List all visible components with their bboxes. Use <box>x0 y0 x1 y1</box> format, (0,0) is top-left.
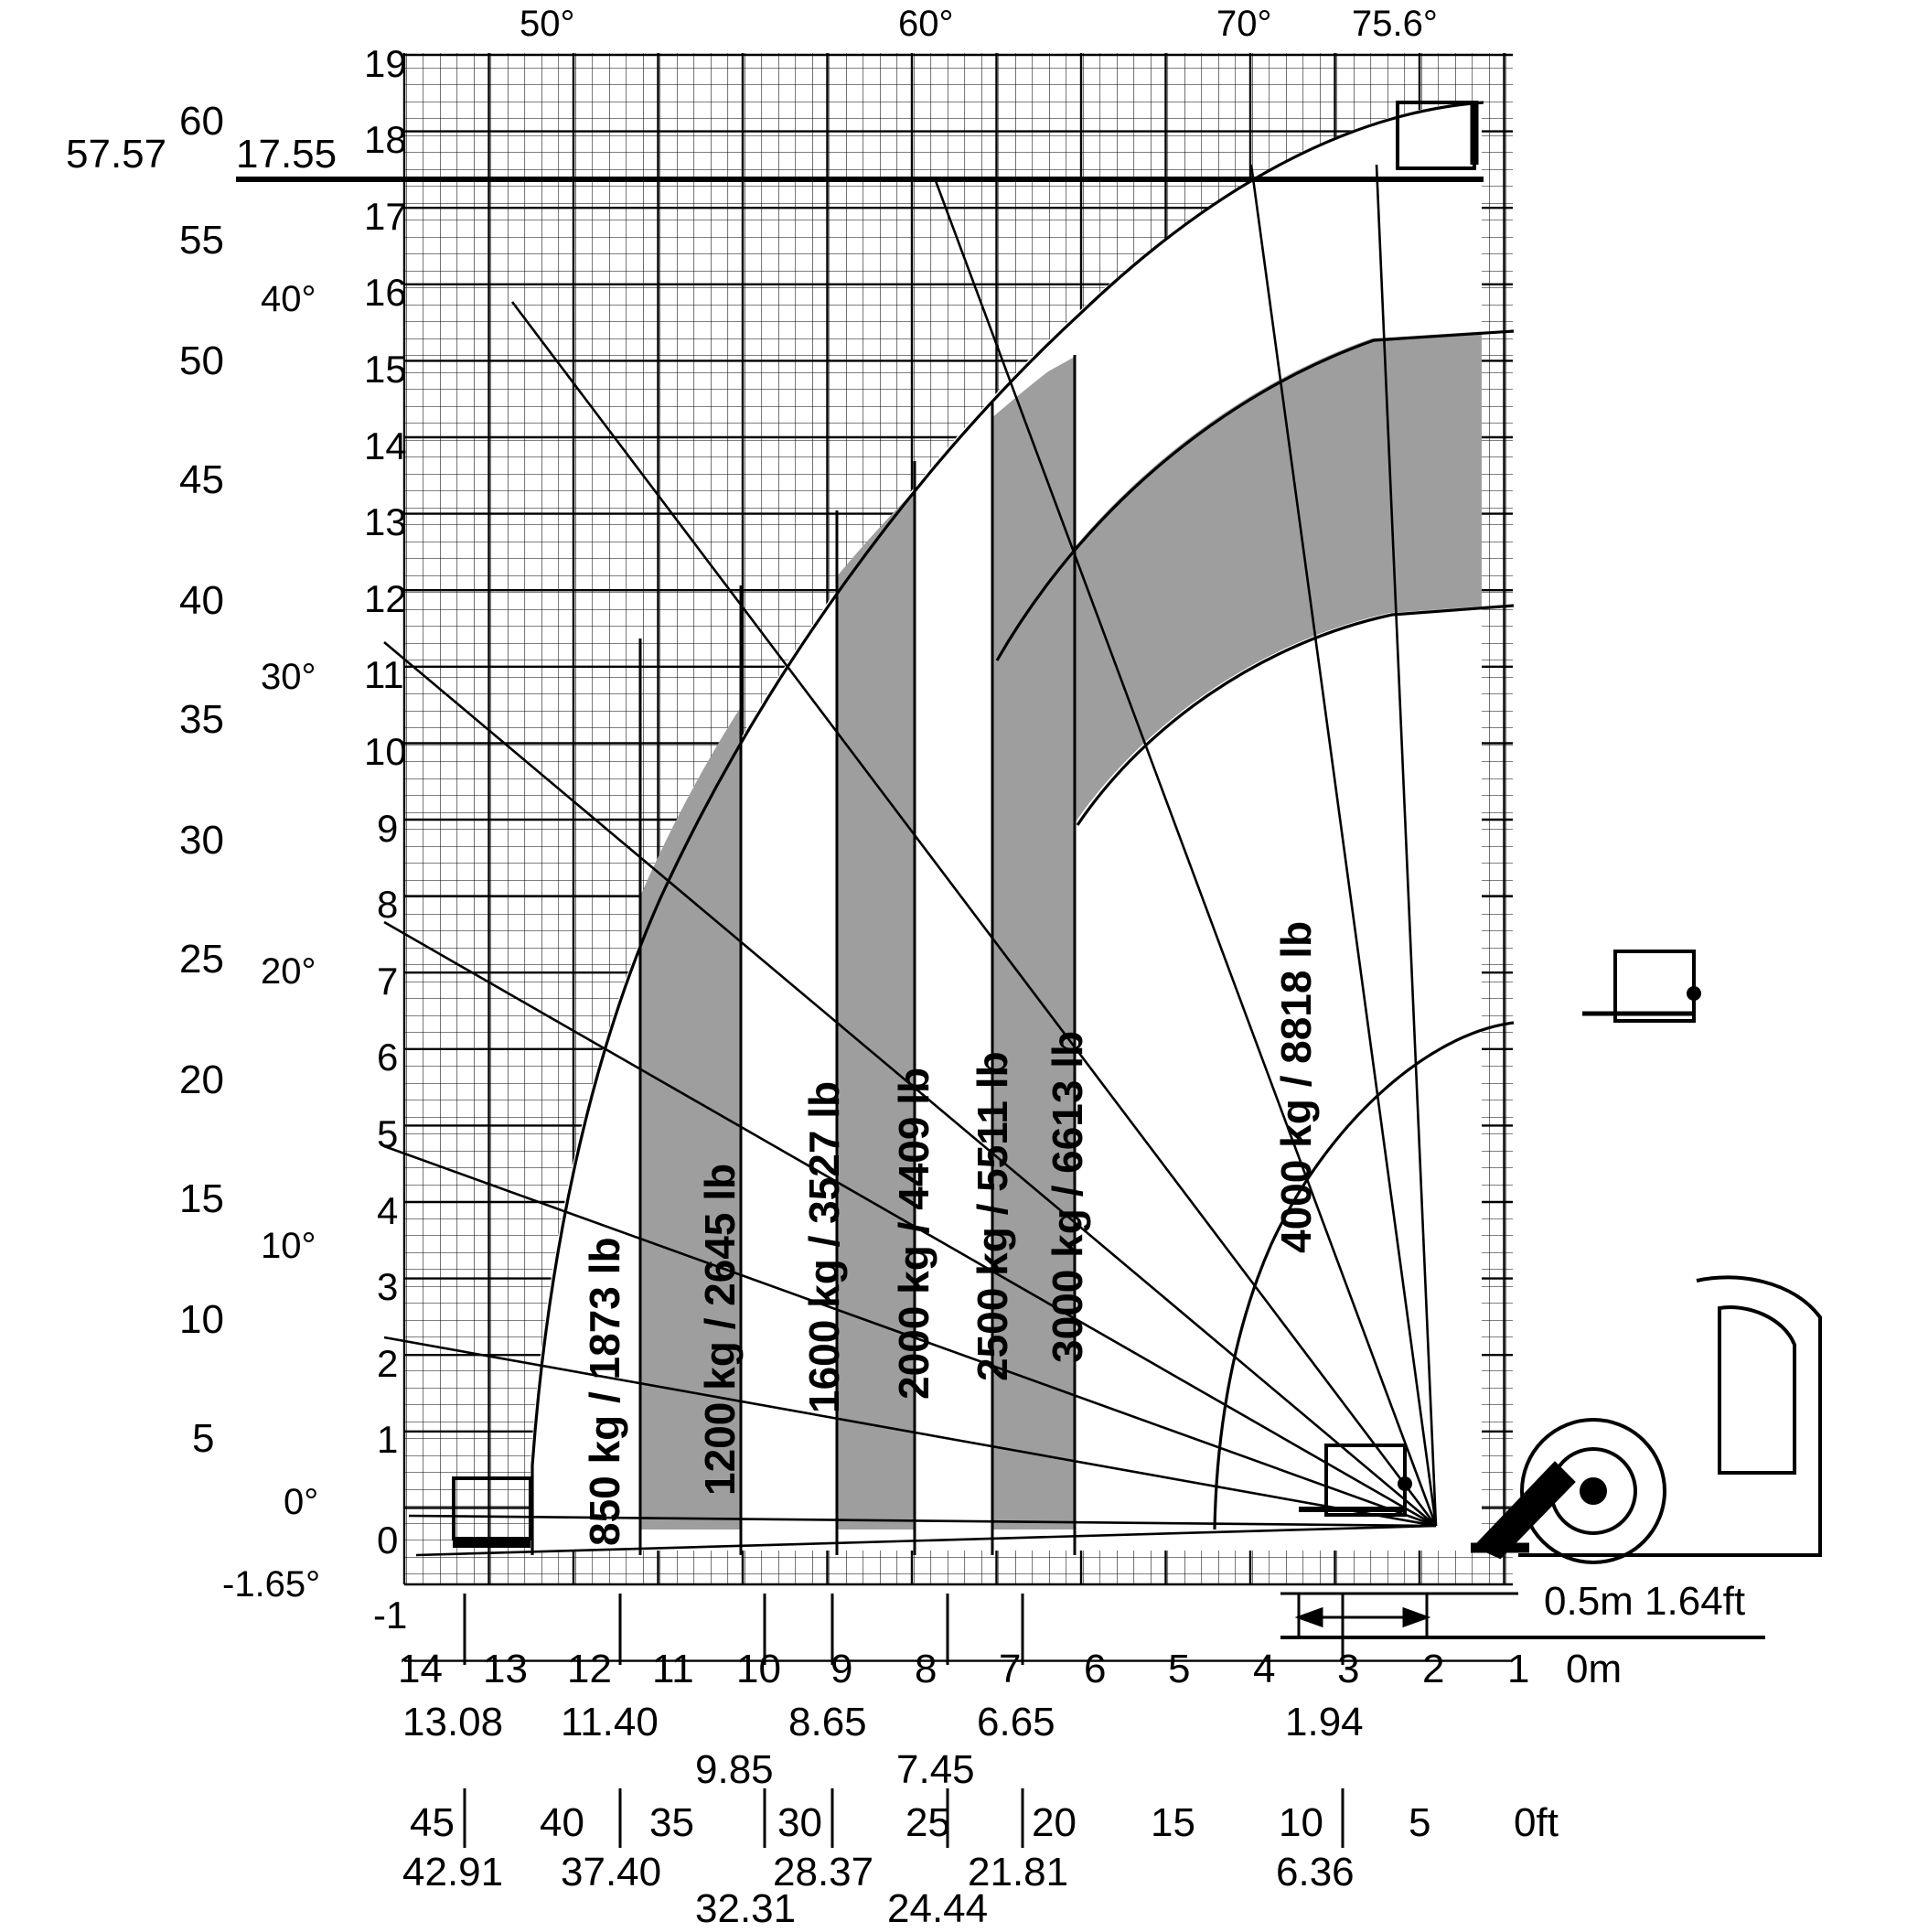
x-tick-m-1: 1 <box>1507 1647 1530 1691</box>
x-tick-ft-20: 20 <box>1032 1800 1077 1845</box>
y-tick-m-6: 6 <box>377 1036 399 1079</box>
angle-label-20: 20° <box>261 951 316 992</box>
reach-ft-6-36: 6.36 <box>1276 1850 1355 1894</box>
y-tick-m-9: 9 <box>377 807 399 850</box>
reach-ft-24-44: 24.44 <box>887 1886 989 1931</box>
y-tick-m-17: 17 <box>364 195 407 238</box>
reach-m-1-94: 1.94 <box>1285 1700 1364 1744</box>
y-tick-m-neg1: -1 <box>373 1594 408 1637</box>
capacity-label-1200: 1200 kg / 2645 lb <box>696 1163 744 1496</box>
capacity-label-4000: 4000 kg / 8818 lb <box>1272 920 1320 1253</box>
y-tick-ft-40: 40 <box>179 578 224 623</box>
y-tick-m-4: 4 <box>377 1189 399 1232</box>
y-tick-m-15: 15 <box>364 348 407 391</box>
max-height-ft-label: 57.57 <box>66 132 167 177</box>
capacity-label-2500: 2500 kg / 5511 lb <box>969 1051 1016 1381</box>
x-tick-m-14: 14 <box>398 1647 443 1691</box>
reach-m-13-08: 13.08 <box>402 1700 504 1744</box>
x-tick-ft-5: 5 <box>1409 1800 1431 1845</box>
x-tick-m-6: 6 <box>1084 1647 1107 1691</box>
x-tick-ft-25: 25 <box>905 1800 950 1845</box>
y-tick-ft-15: 15 <box>179 1176 224 1221</box>
fork-carriage-mid <box>1582 951 1699 1021</box>
angle-label-70: 70° <box>1216 4 1272 44</box>
reach-ft-32-31: 32.31 <box>695 1886 797 1931</box>
y-tick-m-0: 0 <box>377 1519 399 1562</box>
angle-label-30: 30° <box>261 657 316 697</box>
reach-ft-42-91: 42.91 <box>402 1850 504 1894</box>
y-tick-m-1: 1 <box>377 1418 399 1461</box>
y-tick-ft-30: 30 <box>179 818 224 863</box>
reach-m-9-85: 9.85 <box>695 1747 774 1792</box>
y-tick-ft-35: 35 <box>179 697 224 742</box>
capacity-label-2000: 2000 kg / 4409 lb <box>890 1067 937 1400</box>
y-tick-ft-45: 45 <box>179 457 224 502</box>
y-tick-m-16: 16 <box>364 271 407 314</box>
y-tick-m-11: 11 <box>364 653 404 696</box>
x-tick-ft-30: 30 <box>777 1800 822 1845</box>
y-tick-m-8: 8 <box>377 883 399 926</box>
offset-note: 0.5m 1.64ft <box>1544 1579 1746 1624</box>
capacity-label-3000: 3000 kg / 6613 lb <box>1044 1030 1091 1363</box>
y-tick-ft-5: 5 <box>192 1416 215 1461</box>
x-tick-m-8: 8 <box>915 1647 937 1691</box>
reach-m-11-40: 11.40 <box>561 1700 659 1744</box>
y-tick-m-13: 13 <box>364 500 407 543</box>
angle-label-60: 60° <box>898 4 954 44</box>
x-tick-ft-40: 40 <box>540 1800 584 1845</box>
reach-ft-37-40: 37.40 <box>561 1850 662 1894</box>
x-tick-m-4: 4 <box>1253 1647 1276 1691</box>
x-tick-ft-35: 35 <box>649 1800 694 1845</box>
x-tick-m-10: 10 <box>736 1647 781 1691</box>
y-tick-ft-25: 25 <box>179 937 224 982</box>
y-tick-ft-10: 10 <box>179 1297 224 1342</box>
angle-label-neg-1-65: -1.65° <box>222 1564 321 1605</box>
y-tick-m-7: 7 <box>377 960 399 1003</box>
reach-ft-21-81: 21.81 <box>968 1850 1069 1894</box>
machine-silhouette <box>1471 1277 1820 1562</box>
reach-ft-28-37: 28.37 <box>773 1850 874 1894</box>
reach-m-6-65: 6.65 <box>977 1700 1055 1744</box>
x-tick-ft-10: 10 <box>1279 1800 1323 1845</box>
reach-m-7-45: 7.45 <box>896 1747 975 1792</box>
y-tick-m-10: 10 <box>364 730 407 773</box>
y-tick-ft-55: 55 <box>179 218 224 263</box>
reach-m-8-65: 8.65 <box>788 1700 867 1744</box>
capacity-label-850: 850 kg / 1873 lb <box>581 1237 628 1546</box>
angle-label-10: 10° <box>261 1226 316 1266</box>
y-tick-m-18: 18 <box>364 118 407 161</box>
y-tick-m-3: 3 <box>377 1265 399 1308</box>
x-tick-m-0: 0m <box>1566 1647 1623 1691</box>
y-tick-ft-20: 20 <box>179 1057 224 1102</box>
angle-label-0: 0° <box>284 1482 319 1522</box>
x-tick-m-3: 3 <box>1337 1647 1360 1691</box>
capacity-label-1600: 1600 kg / 3527 lb <box>800 1080 848 1413</box>
x-tick-m-11: 11 <box>652 1647 694 1691</box>
x-tick-ft-0: 0ft <box>1514 1800 1559 1845</box>
max-height-m-label: 17.55 <box>236 132 337 177</box>
y-tick-m-2: 2 <box>377 1342 399 1385</box>
y-tick-ft-60: 60 <box>179 99 224 144</box>
angle-label-50: 50° <box>520 4 575 44</box>
x-tick-m-2: 2 <box>1422 1647 1445 1691</box>
y-tick-m-14: 14 <box>364 424 407 467</box>
x-tick-m-12: 12 <box>567 1647 612 1691</box>
reach-ticks-ft <box>465 1788 1343 1848</box>
x-tick-m-13: 13 <box>483 1647 528 1691</box>
y-tick-m-12: 12 <box>364 577 407 620</box>
x-tick-m-5: 5 <box>1168 1647 1191 1691</box>
angle-label-75-6: 75.6° <box>1352 4 1438 44</box>
angle-label-40: 40° <box>261 279 316 319</box>
x-tick-m-9: 9 <box>830 1647 853 1691</box>
x-tick-ft-45: 45 <box>410 1800 455 1845</box>
x-tick-m-7: 7 <box>999 1647 1022 1691</box>
x-tick-ft-15: 15 <box>1151 1800 1195 1845</box>
y-tick-m-5: 5 <box>377 1112 399 1155</box>
y-tick-ft-50: 50 <box>179 338 224 383</box>
y-tick-m-19: 19 <box>364 42 407 85</box>
